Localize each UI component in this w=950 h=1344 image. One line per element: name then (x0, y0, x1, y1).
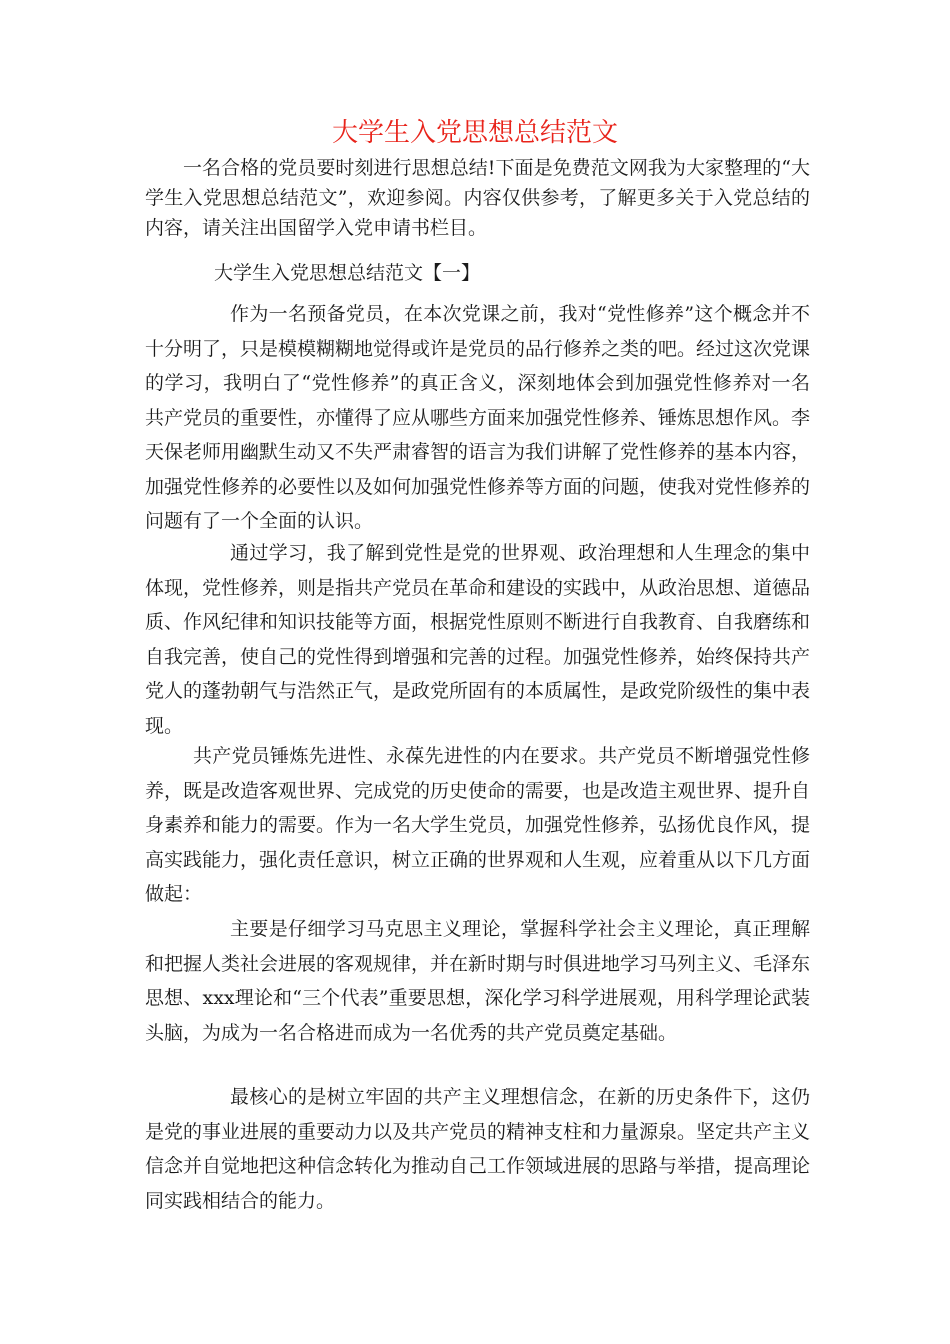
paragraph-2: 通过学习，我了解到党性是党的世界观、政治理想和人生理念的集中体现，党性修养，则是指共产党员在革命和建设的实践中，从政治思想、道德品质、作风纪律和知识技能等方面，根据党性原则不断进行自我教育、自我磨练和自我完善，使自己的党性得到增强和完善的过程。加强党性修养，始终保持共产党人的蓬勃朝气与浩然正气，是政党所固有的本质属性，是政党阶级性的集中表现。 (145, 542, 811, 737)
paragraph-4: 主要是仔细学习马克思主义理论，掌握科学社会主义理论，真正理解和把握人类社会进展的客观规律，并在新时期与时俱进地学习马列主义、毛泽东思想、xxx理论和“三个代表”重要思想，深化学习科学进展观，用科学理论武装头脑，为成为一名合格进而成为一名优秀的共产党员奠定基础。 (145, 918, 811, 1044)
document-title: 大学生入党思想总结范文 (331, 118, 618, 148)
intro-paragraph: 一名合格的党员要时刻进行思想总结!下面是免费范文网我为大家整理的“大学生入党思想总结范文”，欢迎参阅。内容仅供参考，了解更多关于入党总结的内容，请关注出国留学入党申请书栏目。 (145, 157, 810, 239)
paragraph-5: 最核心的是树立牢固的共产主义理想信念，在新的历史条件下，这仍是党的事业进展的重要动力以及共产党员的精神支柱和力量源泉。坚定共产主义信念并自觉地把这种信念转化为推动自己工作领域进展的思路与举措，提高理论同实践相结合的能力。 (145, 1086, 811, 1212)
section-heading: 大学生入党思想总结范文【一】 (214, 262, 481, 284)
paragraph-3: 共产党员锤炼先进性、永葆先进性的内在要求。共产党员不断增强党性修养，既是改造客观世界、完成党的历史使命的需要，也是改造主观世界、提升自身素养和能力的需要。作为一名大学生党员，加强党性修养，弘扬优良作风，提高实践能力，强化责任意识，树立正确的世界观和人生观，应着重从以下几方面做起： (145, 745, 811, 905)
paragraph-1: 作为一名预备党员，在本次党课之前，我对“党性修养”这个概念并不十分明了，只是模模糊糊地觉得或许是党员的品行修养之类的吧。经过这次党课的学习，我明白了“党性修养”的真正含义，深刻地体会到加强党性修养对一名共产党员的重要性，亦懂得了应从哪些方面来加强党性修养、锤炼思想作风。李天保老师用幽默生动又不失严肃睿智的语言为我们讲解了党性修养的基本内容，加强党性修养的必要性以及如何加强党性修养等方面的问题，使我对党性修养的问题有了一个全面的认识。 (145, 303, 811, 532)
